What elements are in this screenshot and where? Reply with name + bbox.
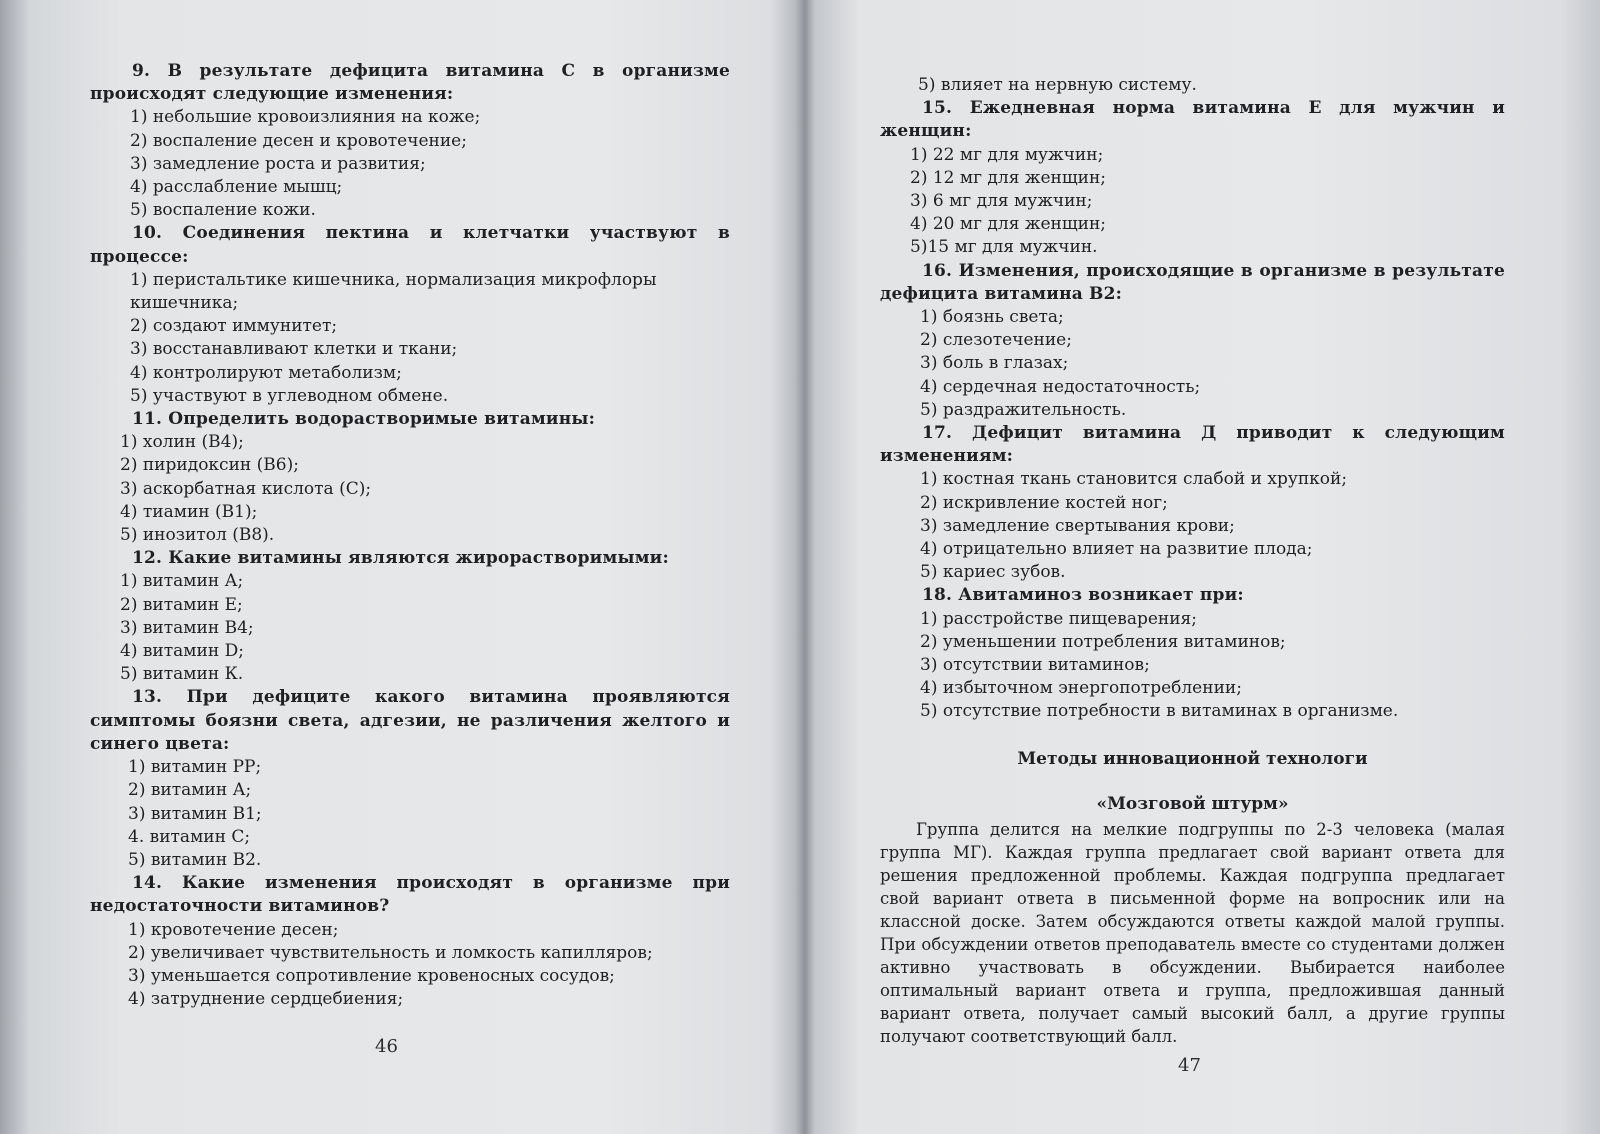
answer-option: 3) аскорбатная кислота (С);: [120, 478, 372, 499]
answer-option: 2) витамин А;: [128, 780, 252, 801]
question-heading: 10. Соединения пектина и клетчатки участвуют в процессе:: [90, 223, 730, 267]
left-page-text: [90, 60, 730, 1011]
answer-option: 5) отсутствие потребности в витаминах в организме.: [920, 701, 1399, 722]
right-page-text: [880, 74, 1505, 1048]
answer-option: 5) кариес зубов.: [920, 562, 1066, 583]
answer-option: 4) избыточном энергопотреблении;: [920, 678, 1242, 699]
answer-option: 1) перистальтике кишечника, нормализация микрофлоры кишечника;: [130, 269, 657, 314]
answer-option: 3) витамин В4;: [120, 617, 254, 638]
answer-option: 5) витамин В2.: [128, 849, 262, 870]
answer-option: 2) искривление костей ног;: [920, 492, 1168, 513]
paragraph: Группа делится на мелкие подгруппы по 2-3 человека (малая группа МГ). Каждая группа предлагает свой вариант ответа для решения предложенной проблемы. Каждая подгруппа предлагает свой вариант ответа в письменной форме на вопросник или на классной доске. Затем обсуждаются ответы каждой малой группы. При обсуждении ответов преподаватель вместе со студентами должен активно участвовать в обсуждении. Выбирается наиболее оптимальный вариант ответа и группа, предложившая данный вариант ответа, получает самый высокий балл, а другие группы получают соответствующий балл.: [880, 820, 1505, 1047]
answer-option: 2) увеличивает чувствительность и ломкость капилляров;: [128, 942, 653, 963]
answer-option: 4) затруднение сердцебиения;: [128, 989, 404, 1010]
answer-option: 2) слезотечение;: [920, 330, 1072, 351]
page-number-left: 46: [375, 1036, 398, 1057]
answer-option: 1) витамин А;: [120, 571, 244, 592]
answer-option: 3) замедление свертывания крови;: [920, 515, 1235, 536]
answer-option: 5) инозитол (В8).: [120, 525, 275, 546]
answer-option: 3) боль в глазах;: [920, 353, 1069, 374]
answer-option: 4) 20 мг для женщин;: [910, 214, 1107, 235]
answer-option: 5) участвуют в углеводном обмене.: [130, 385, 449, 406]
question-heading: 9. В результате дефицита витамина С в организме происходят следующие изменения:: [90, 61, 730, 105]
answer-option: 2) пиридоксин (В6);: [120, 455, 299, 476]
question-heading: 12. Какие витамины являются жирорастворимыми:: [132, 548, 669, 569]
subsection-title: «Мозговой штурм»: [1096, 793, 1289, 814]
answer-option: 3) отсутствии витаминов;: [920, 655, 1150, 676]
question-heading: 15. Ежедневная норма витамина Е для мужчин и женщин:: [880, 98, 1505, 142]
answer-option: 2) 12 мг для женщин;: [910, 167, 1107, 188]
answer-option: 1) костная ткань становится слабой и хрупкой;: [920, 469, 1348, 490]
answer-option: 4) контролируют метаболизм;: [130, 362, 402, 383]
question-heading: 17. Дефицит витамина Д приводит к следующим изменениям:: [880, 423, 1505, 467]
answer-option: 5) раздражительность.: [920, 399, 1127, 420]
answer-option: 5) воспаление кожи.: [130, 200, 316, 221]
question-heading: 11. Определить водорастворимые витамины:: [132, 409, 596, 430]
answer-option: 1) витамин РР;: [128, 757, 262, 778]
answer-option: 3) 6 мг для мужчин;: [910, 191, 1093, 212]
answer-option: 2) создают иммунитет;: [130, 316, 338, 337]
answer-option: 4) витамин D;: [120, 641, 244, 662]
section-title: Методы инновационной технологи: [1017, 748, 1368, 769]
answer-option: 1) расстройстве пищеварения;: [920, 608, 1198, 629]
answer-option: 3) витамин В1;: [128, 803, 262, 824]
answer-option: 4) расслабление мышц;: [130, 177, 343, 198]
question-heading: 16. Изменения, происходящие в организме в результате дефицита витамина В2:: [880, 260, 1505, 304]
answer-option: 4) тиамин (В1);: [120, 501, 258, 522]
question-heading: 18. Авитаминоз возникает при:: [922, 585, 1244, 606]
answer-option: 2) витамин Е;: [120, 594, 243, 615]
answer-option: 1) небольшие кровоизлияния на коже;: [130, 107, 481, 128]
question-heading: 14. Какие изменения происходят в организме при недостаточности витаминов?: [90, 873, 730, 917]
right-page: [800, 0, 1600, 1134]
answer-option: 3) замедление роста и развития;: [130, 153, 426, 174]
answer-option: 5) влияет на нервную систему.: [918, 75, 1197, 95]
answer-option: 4) сердечная недостаточность;: [920, 376, 1201, 397]
answer-option: 5) витамин К.: [120, 664, 244, 685]
answer-option: 1) кровотечение десен;: [128, 919, 339, 940]
question-list: [880, 74, 1505, 724]
answer-option: 1) 22 мг для мужчин;: [910, 144, 1104, 165]
answer-option: 4) отрицательно влияет на развитие плода;: [920, 539, 1313, 560]
answer-option: 5)15 мг для мужчин.: [910, 237, 1098, 258]
answer-option: 4. витамин С;: [128, 826, 251, 847]
page-number-right: 47: [1178, 1055, 1201, 1076]
answer-option: 1) холин (В4);: [120, 432, 244, 453]
question-heading: 13. При дефиците какого витамина проявляются симптомы боязни света, адгезии, не различения желтого и синего цвета:: [90, 687, 730, 754]
answer-option: 2) уменьшении потребления витаминов;: [920, 631, 1286, 652]
answer-option: 1) боязнь света;: [920, 307, 1064, 328]
answer-option: 3) уменьшается сопротивление кровеносных сосудов;: [128, 965, 615, 986]
answer-option: 2) воспаление десен и кровотечение;: [130, 130, 467, 151]
answer-option: 3) восстанавливают клетки и ткани;: [130, 339, 458, 360]
